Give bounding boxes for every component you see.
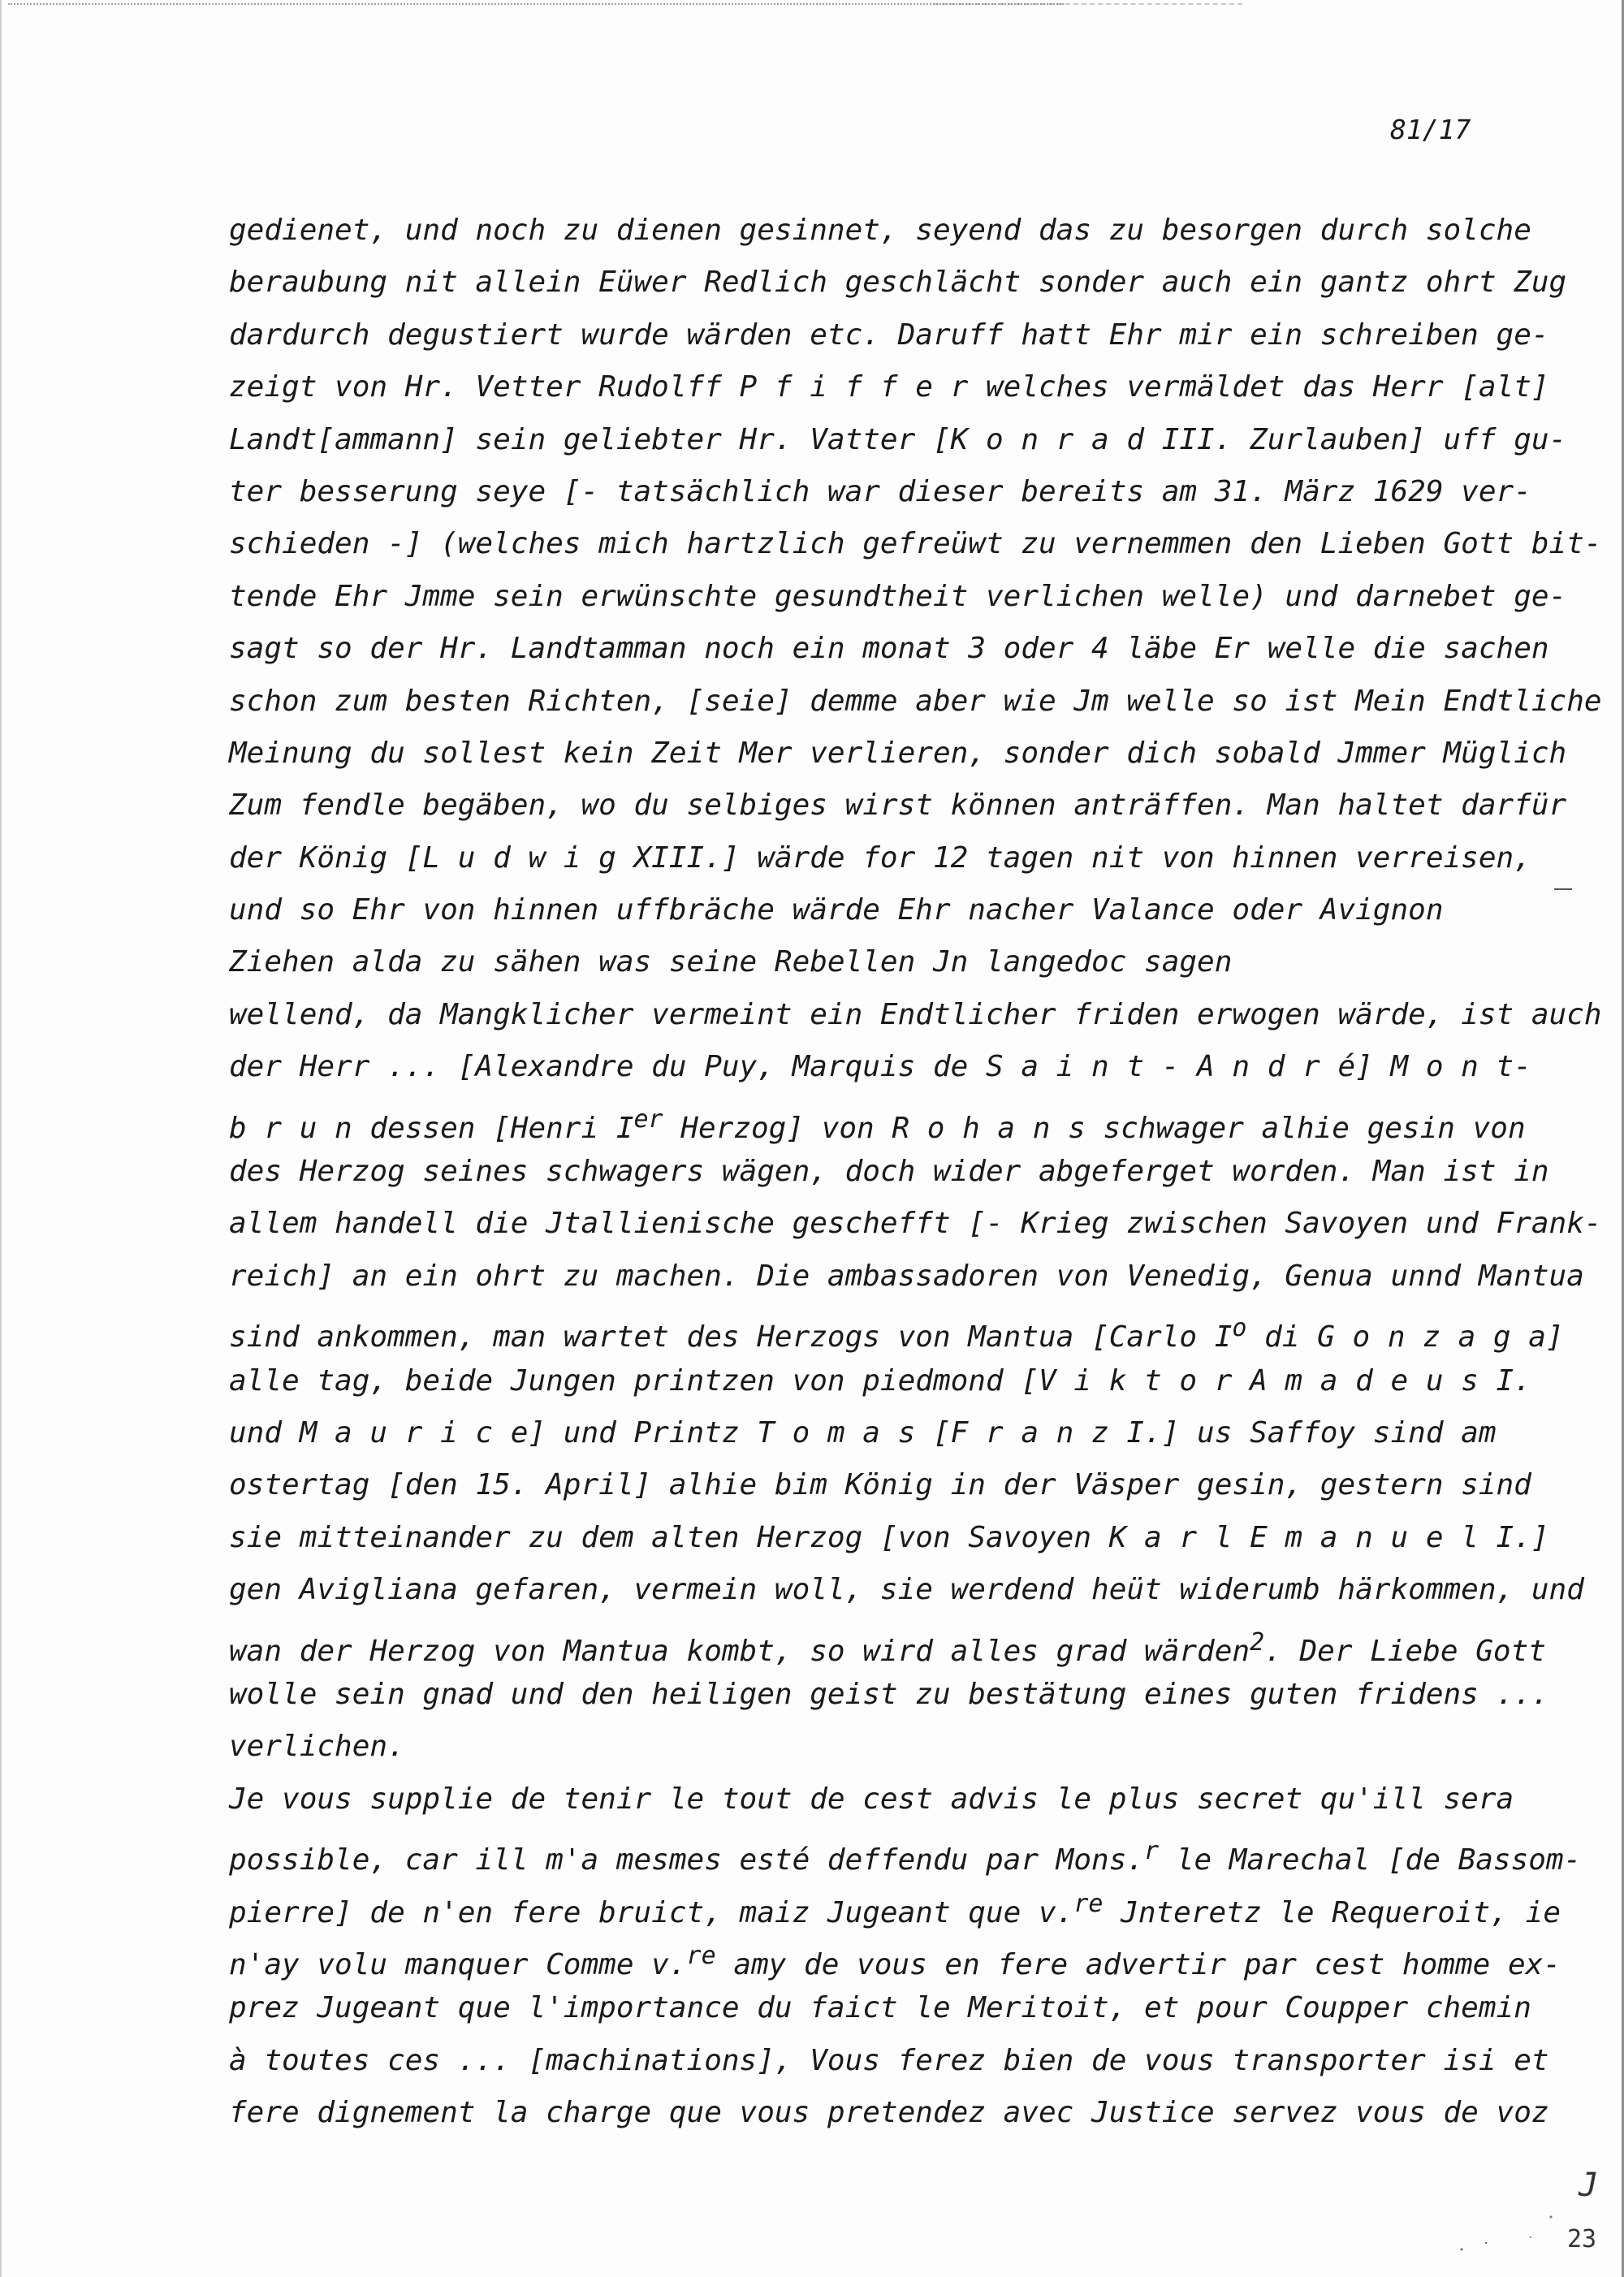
text-fragment: Jnteretz le Requeroit, ie [1103,1895,1561,1929]
text-line: der Herr ... [Alexandre du Puy, Marquis de S a i n t - A n d r é] M o n t- [229,1050,1531,1084]
text-fragment: b r u n dessen [Henri I [229,1111,634,1145]
margin-dash [1554,888,1572,890]
text-line: gedienet, und noch zu dienen gesinnet, seyend das zu besorgen durch solche [229,214,1531,247]
superscript: re [1073,1889,1104,1918]
text-line: der König [L u d w i g XIII.] wärde for 12 tagen nit von hinnen verreisen, [229,840,1531,875]
text-line [229,1617,1546,1669]
scan-specks [1453,2193,1575,2258]
text-line: prez Jugeant que l'importance du faict le Meritoit, et pour Coupper chemin [229,1991,1531,2025]
text-fragment: amy de vous en fere advertir par cest homme ex- [715,1947,1561,1981]
text-line: beraubung nit allein Eüwer Redlich geschlächt sonder auch ein gantz ohrt Zug [229,266,1567,300]
text-line: allem handell die Jtallienische geschefft [- Krieg zwischen Savoyen und Frank- [229,1207,1602,1241]
page-number: 81/17 [1390,114,1471,145]
text-line: Zum fendle begäben, wo du selbiges wirst können anträffen. Man haltet darfür [229,789,1567,823]
superscript: o [1232,1314,1247,1343]
text-line: wellend, da Mangklicher vermeint ein Endtlicher friden erwogen wärde, ist auch [229,997,1602,1031]
text-line: à toutes ces ... [machinations], Vous ferez bien de vous transporter isi et [229,2043,1549,2077]
superscript: re [686,1941,716,1970]
text-line: verlichen. [229,1730,405,1764]
text-line: sagt so der Hr. Landtamman noch ein monat 3 oder 4 läbe Er welle die sachen [229,632,1549,666]
text-line: fere dignement la charge que vous pretendez avec Justice servez vous de voz [229,2096,1549,2130]
text-line [229,1825,1582,1877]
footnote-marker: 2 [1250,1627,1265,1657]
text-line [229,1094,1526,1146]
text-fragment: n'ay volu manquer Comme v. [229,1947,687,1981]
text-fragment: possible, car ill m'a mesmes esté deffendu par Mons. [229,1843,1145,1877]
text-line: und so Ehr von hinnen uffbräche wärde Ehr nacher Valance oder Avignon [229,893,1444,927]
transcription-body [229,205,1602,2139]
text-line: reich] an ein ohrt zu machen. Die ambassadoren von Venedig, Genua unnd Mantua [229,1259,1584,1293]
text-fragment: le Marechal [de Bassom- [1159,1843,1582,1877]
text-fragment: di G o n z a g a] [1246,1320,1564,1355]
text-line: sie mitteinander zu dem alten Herzog [von Savoyen K a r l E m a n u e l I.] [229,1520,1549,1554]
text-line: des Herzog seines schwagers wägen, doch wider abgeferget worden. Man ist in [229,1155,1549,1189]
text-line: schon zum besten Richten, [seie] demme aber wie Jm welle so ist Mein Endtliche [229,684,1602,718]
text-fragment: sind ankommen, man wartet des Herzogs von Mantua [Carlo I [229,1320,1233,1355]
text-line: Ziehen alda zu sähen was seine Rebellen Jn langedoc sagen [229,945,1233,979]
scan-edge-left [0,0,2,2277]
text-line [229,1303,1564,1355]
text-line: alle tag, beide Jungen printzen von piedmond [V i k t o r A m a d e u s I. [229,1363,1531,1398]
text-line: zeigt von Hr. Vetter Rudolff P f i f f e r welches vermäldet das Herr [alt] [229,370,1549,404]
text-line: Meinung du sollest kein Zeit Mer verlieren, sonder dich sobald Jmmer Müglich [229,736,1567,770]
handwritten-number: 23 [1567,2225,1597,2253]
text-line: gen Avigliana gefaren, vermein woll, sie werdend heüt widerumb härkommen, und [229,1573,1584,1607]
text-fragment: pierre] de n'en fere bruict, maiz Jugeant que v. [229,1895,1074,1929]
text-line: und M a u r i c e] und Printz T o m a s [F r a n z I.] us Saffoy sind am [229,1415,1497,1450]
handwritten-mark: J [1579,2167,1599,2204]
text-fragment: wan der Herzog von Mantua kombt, so wird alles grad wärden [229,1634,1250,1668]
text-line: Landt[ammann] sein geliebter Hr. Vatter [K o n r a d III. Zurlauben] uff gu- [229,422,1567,456]
text-line: ostertag [den 15. April] alhie bim König in der Väsper gesin, gestern sind [229,1468,1531,1502]
superscript: er [633,1104,663,1134]
scan-artifact-top [8,3,1064,10]
text-line: dardurch degustiert wurde wärden etc. Daruff hatt Ehr mir ein schreiben ge- [229,318,1549,352]
text-line: tende Ehr Jmme sein erwünschte gesundtheit verlichen welle) und darnebet ge- [229,579,1567,613]
text-fragment: . Der Liebe Gott [1264,1634,1546,1668]
text-line: wolle sein gnad und den heiligen geist zu bestätung eines guten fridens ... [229,1677,1549,1711]
text-line: ter besserung seye [- tatsächlich war dieser bereits am 31. März 1629 ver- [229,474,1531,508]
text-fragment: Herzog] von R o h a n s schwager alhie gesin von [663,1111,1526,1145]
text-line [229,1930,1561,1982]
superscript: r [1144,1837,1160,1866]
scan-artifact-top-right [934,3,1242,8]
text-line: Je vous supplie de tenir le tout de cest advis le plus secret qu'ill sera [229,1782,1514,1816]
text-line: schieden -] (welches mich hartzlich gefreüwt zu vernemmen den Lieben Gott bit- [229,527,1602,561]
text-line [229,1878,1561,1930]
